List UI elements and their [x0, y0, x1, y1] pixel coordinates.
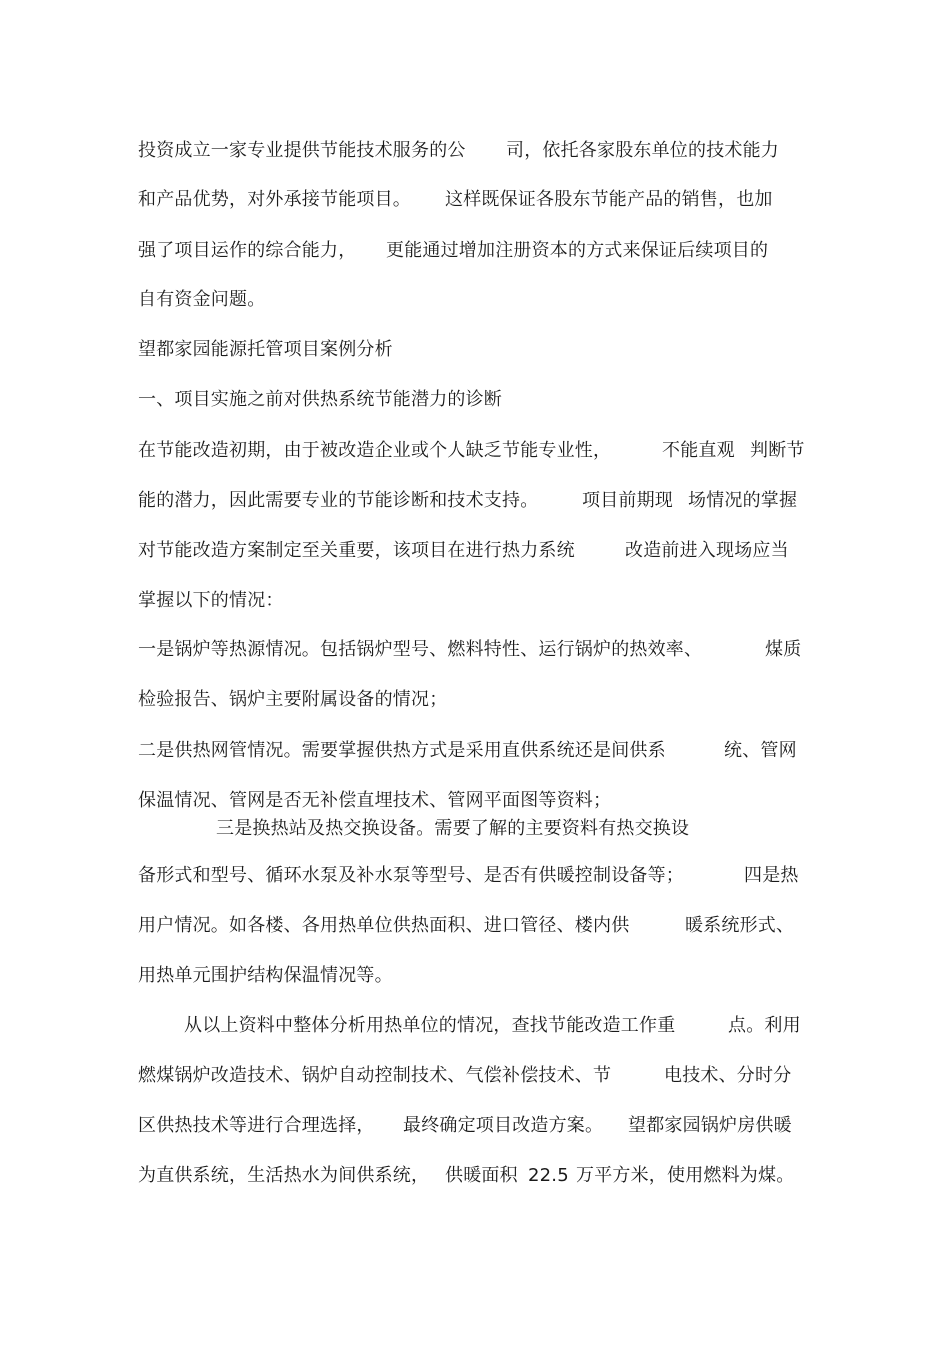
text-segment: 为直供系统，生活热水为间供系统，	[138, 1165, 430, 1186]
text-segment: 项目前期现	[582, 490, 673, 511]
text-segment: 判断节	[750, 440, 805, 461]
text-segment: 保温情况、管网是否无补偿直埋技术、管网平面图等资料；	[138, 790, 612, 811]
text-segment: 从以上资料中整体分析用热单位的情况，查找节能改造工作重	[184, 1015, 676, 1036]
text-segment: 对节能改造方案制定至关重要，该项目在进行热力系统	[138, 540, 575, 561]
text-segment: 万平方米，使用燃料为煤。	[576, 1165, 795, 1186]
text-segment: 三是换热站及热交换设备。需要了解的主要资料有热交换设	[216, 818, 690, 839]
text-segment: 不能直观	[662, 440, 735, 461]
text-segment: 改造前进入现场应当	[625, 540, 789, 561]
text-segment: 燃煤锅炉改造技术、锅炉自动控制技术、气偿补偿技术、节	[138, 1065, 612, 1086]
text-segment: 最终确定项目改造方案。	[403, 1115, 604, 1136]
text-segment: 用户情况。如各楼、各用热单位供热面积、进口管径、楼内供	[138, 915, 630, 936]
text-segment: 备形式和型号、循环水泵及补水泵等型号、是否有供暖控制设备等；	[138, 865, 684, 886]
text-segment: 四是热	[744, 865, 799, 886]
text-segment: 司，依托各家股东单位的技术能力	[506, 140, 779, 161]
text-segment: 这样既保证各股东节能产品的销售，也加	[445, 189, 773, 210]
text-segment: 煤质	[765, 639, 802, 660]
text-segment: 投资成立一家专业提供节能技术服务的公	[138, 140, 466, 161]
text-segment: 供暖面积	[445, 1165, 518, 1186]
text-segment: 强了项目运作的综合能力，	[138, 240, 357, 261]
text-line	[138, 1165, 795, 1297]
text-segment: 统、管网	[724, 740, 797, 761]
text-segment: 区供热技术等进行合理选择，	[138, 1115, 375, 1136]
text-segment: 电技术、分时分	[664, 1065, 792, 1086]
text-segment: 检验报告、锅炉主要附属设备的情况；	[138, 689, 448, 710]
text-segment: 更能通过增加注册资本的方式来保证后续项目的	[386, 240, 769, 261]
text-segment: 望都家园能源托管项目案例分析	[138, 339, 393, 360]
text-segment: 暖系统形式、	[685, 915, 795, 936]
text-segment: 二是供热网管情况。需要掌握供热方式是采用直供系统还是间供系	[138, 740, 666, 761]
text-segment: 能的潜力，因此需要专业的节能诊断和技术支持。	[138, 490, 539, 511]
text-segment: 掌握以下的情况：	[138, 590, 284, 611]
text-segment: 点。利用	[728, 1015, 801, 1036]
text-segment: 22.5	[528, 1165, 569, 1186]
text-segment: 一是锅炉等热源情况。包括锅炉型号、燃料特性、运行锅炉的热效率、	[138, 639, 703, 660]
text-segment: 望都家园锅炉房供暖	[628, 1115, 792, 1136]
text-segment: 和产品优势，对外承接节能项目。	[138, 189, 411, 210]
text-segment: 用热单元围护结构保温情况等。	[138, 965, 393, 986]
text-segment: 自有资金问题。	[138, 289, 266, 310]
text-segment: 在节能改造初期，由于被改造企业或个人缺乏节能专业性，	[138, 440, 612, 461]
text-segment: 一、项目实施之前对供热系统节能潜力的诊断	[138, 389, 502, 410]
text-segment: 场情况的掌握	[688, 490, 798, 511]
